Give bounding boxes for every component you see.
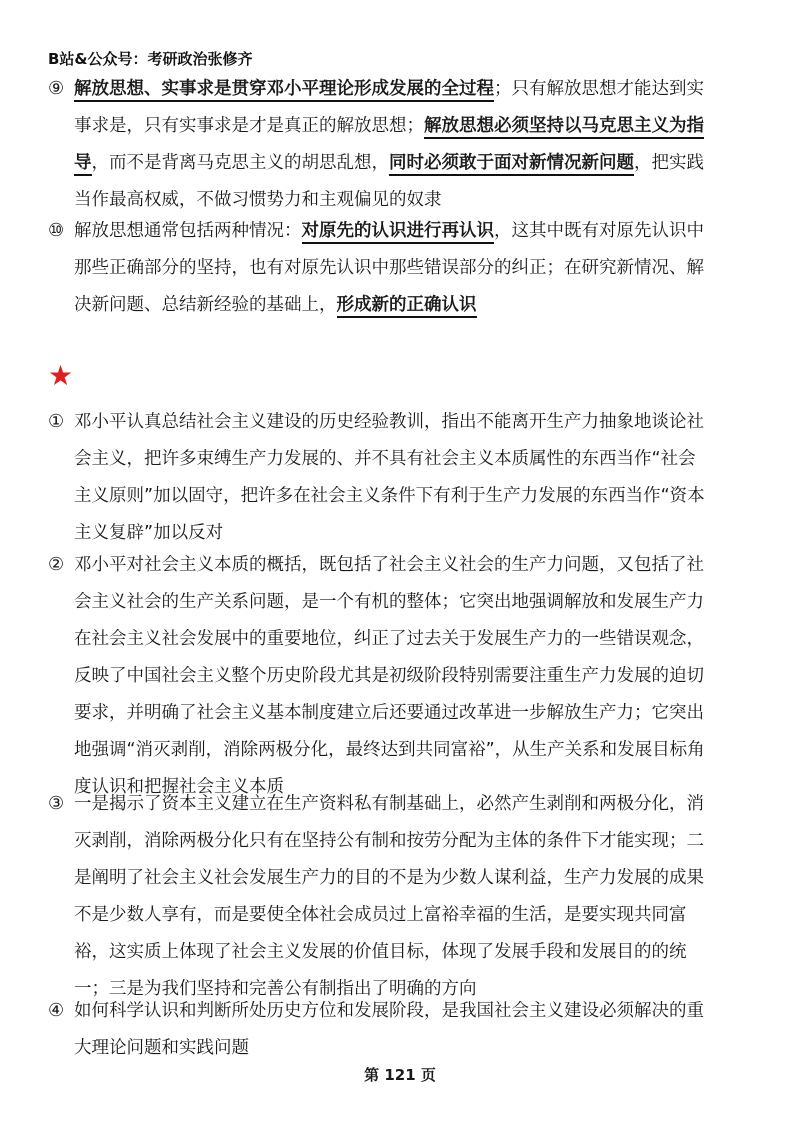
item-line	[48, 145, 760, 182]
item-line: 会主义，把许多束缚生产力发展的、并不具有社会主义本质属性的东西当作“社会	[74, 449, 696, 469]
list-item-10	[48, 212, 760, 324]
item-line	[48, 785, 760, 823]
item-number: ①	[48, 411, 65, 432]
item-line: 裕，这实质上体现了社会主义发展的价值目标，体现了发展手段和发展目的的统	[74, 942, 687, 962]
list-item-3	[48, 785, 760, 1008]
item-line	[48, 108, 760, 145]
item-line: 是阐明了社会主义社会发展生产力的目的不是为少数人谋利益，生产力发展的成果	[74, 868, 704, 888]
key-phrase: 形成新的正确认识	[337, 295, 477, 318]
list-item-1	[48, 403, 760, 552]
item-line: 主义原则”加以固守，把许多在社会主义条件下有利于生产力发展的东西当作“资本	[74, 486, 705, 506]
key-phrase: 对原先的认识进行再认识	[302, 221, 495, 244]
text-span: 邓小平认真总结社会主义建设的历史经验教训，指出不能离开生产力抽象地谈论社	[74, 412, 704, 432]
item-line: 当作最高权威，不做习惯势力和主观偏见的奴隶	[74, 190, 442, 210]
key-phrase: 导	[74, 153, 92, 176]
text-span: 解放思想通常包括两种情况：	[74, 221, 302, 241]
item-number: ⑩	[48, 220, 65, 241]
star-icon: ★	[48, 359, 74, 392]
text-span: 如何科学认识和判断所处历史方位和发展阶段，是我国社会主义建设必须解决的重	[74, 1001, 704, 1021]
text-span: ；只有解放思想才能达到实	[494, 79, 704, 99]
source-header: B站&公众号：考研政治张修齐	[48, 50, 253, 68]
text-span: 事求是，只有实事求是才是真正的解放思想；	[74, 116, 424, 136]
list-item-2	[48, 546, 760, 806]
key-phrase: 解放思想、实事求是贯穿邓小平理论形成发展的全过程	[74, 79, 494, 102]
item-line: 反映了中国社会主义整个历史阶段尤其是初级阶段特别需要注重生产力发展的迫切	[74, 666, 704, 686]
text-span: 邓小平对社会主义本质的概括，既包括了社会主义社会的生产力问题，又包括了社	[74, 555, 704, 575]
item-line	[48, 992, 760, 1030]
item-line: 会主义社会的生产关系问题，是一个有机的整体；它突出地强调解放和发展生产力	[74, 592, 704, 612]
text-span: ，这其中既有对原先认识中	[494, 221, 704, 241]
list-item-9	[48, 70, 760, 219]
item-line: 在社会主义社会发展中的重要地位，纠正了过去关于发展生产力的一些错误观念，	[74, 629, 704, 649]
item-line: 要求，并明确了社会主义基本制度建立后还要通过改革进一步解放生产力；它突出	[74, 703, 704, 723]
key-phrase: 解放思想必须坚持以马克思主义为指	[424, 116, 704, 139]
item-line	[48, 287, 760, 324]
item-line: 地强调“消灭剥削，消除两极分化，最终达到共同富裕”，从生产关系和发展目标角	[74, 740, 705, 760]
text-span: ，把实践	[634, 153, 704, 173]
item-line: 度认识和把握社会主义本质	[74, 777, 284, 797]
key-phrase: 同时必须敢于面对新情况新问题	[389, 153, 634, 176]
page-number: 第 121 页	[364, 1066, 436, 1084]
item-line: 那些正确部分的坚持，也有对原先认识中那些错误部分的纠正；在研究新情况、解	[74, 258, 704, 278]
item-line: 灭剥削，消除两极分化只有在坚持公有制和按劳分配为主体的条件下才能实现；二	[74, 831, 704, 851]
text-span: 决新问题、总结新经验的基础上，	[74, 295, 337, 315]
item-number: ⑨	[48, 78, 65, 99]
text-span: ，而不是背离马克思主义的胡思乱想，	[91, 153, 389, 173]
item-line: 不是少数人享有，而是要使全体社会成员过上富裕幸福的生活，是要实现共同富	[74, 905, 687, 925]
text-span: 一是揭示了资本主义建立在生产资料私有制基础上，必然产生剥削和两极分化，消	[74, 794, 704, 814]
item-line: 一；三是为我们坚持和完善公有制指出了明确的方向	[74, 979, 477, 999]
item-line	[48, 212, 760, 250]
item-line	[48, 70, 760, 108]
item-line	[48, 546, 760, 584]
item-line: 主义复辟”加以反对	[74, 523, 224, 543]
list-item-4	[48, 992, 760, 1067]
item-number: ④	[48, 1000, 65, 1021]
item-number: ③	[48, 793, 65, 814]
item-line	[48, 403, 760, 441]
item-line: 大理论问题和实践问题	[74, 1038, 249, 1058]
item-number: ②	[48, 554, 65, 575]
